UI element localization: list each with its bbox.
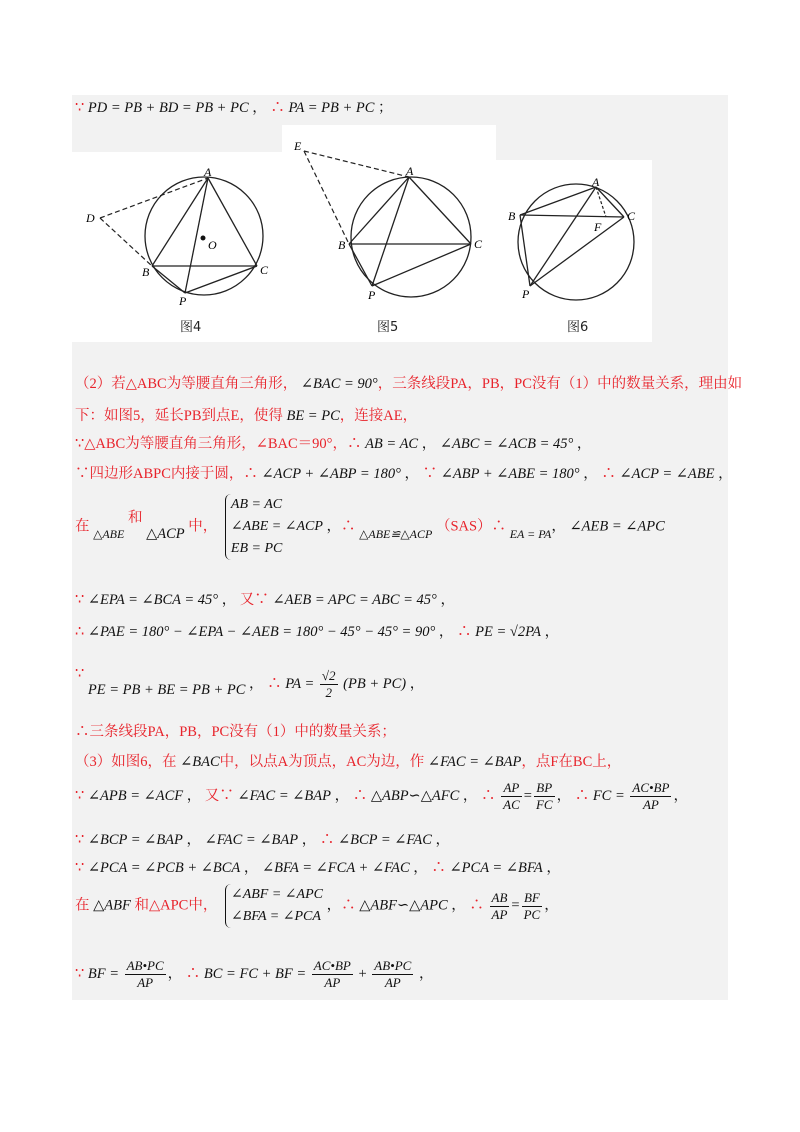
part2-line3: ∵△ABC为等腰直角三角形，∠BAC＝90°，∴ AB = AC ， ∠ABC = ∠ACB = 45° ， [75, 436, 592, 452]
figure-4 [72, 152, 282, 342]
svg-text:P: P [522, 287, 530, 301]
svg-text:E: E [294, 139, 302, 153]
svg-text:O: O [208, 238, 217, 252]
figure-5-label: 图5 [377, 320, 399, 335]
figure-6 [496, 160, 652, 342]
figure-5-drawing [282, 125, 496, 342]
fraction-acbp-ap: $\frac{AC•BP}{AP}$ [632, 780, 670, 812]
fraction-sqrt2-over-2: $\frac{√2}{2}$ [321, 668, 336, 700]
svg-text:B: B [338, 238, 346, 252]
system-brace-1: AB = AC ∠ABE = ∠ACP EB = PC [225, 494, 323, 560]
fraction-acbp-ap-2: $\frac{AC•BP}{AP}$ [313, 958, 351, 990]
part2-line8: ∵ PE = PB + BE = PB + PC ， ∴ PA = $\frac{√2}{2}$ (PB + PC) ， [75, 665, 425, 700]
fraction-abpc-ap-1: $\frac{AB•PC}{AP}$ [126, 958, 164, 990]
fraction-ap-ac: $\frac{AP}{AC}$ [503, 780, 520, 812]
part2-line9: ∴三条线段PA，PB，PC没有（1）中的数量关系； [75, 724, 396, 740]
part2-line7: ∴ ∠PAE = 180° − ∠EPA − ∠AEB = 180° − 45° − 45° = 90° ， ∴ PE = √2PA ， [75, 624, 560, 640]
svg-text:C: C [260, 263, 269, 277]
svg-text:D: D [86, 211, 95, 225]
part3-line2: ∵ ∠APB = ∠ACF ， 又∵ ∠FAC = ∠BAP ， ∴ △ABP∽△AFC ， ∴ $\frac{AP}{AC}$ = $\frac{BP}{FC}$ ， ∴ FC = $\frac{AC•BP}{AP}$ ， [75, 780, 688, 812]
fraction-abpc-ap-2: $\frac{AB•PC}{AP}$ [374, 958, 412, 990]
svg-text:C: C [474, 237, 483, 251]
fraction-bf-pc: $\frac{BF}{PC}$ [523, 889, 541, 922]
figure-6-label: 图6 [567, 320, 589, 335]
system-brace-2: ∠ABF = ∠APC ∠BFA = ∠PCA [225, 884, 323, 928]
svg-text:F: F [594, 220, 602, 234]
top-line: ∵ PD = PB + BD = PB + PC ， ∴ PA = PB + PC ； [75, 100, 393, 116]
part3-line3: ∵ ∠BCP = ∠BAP ， ∠FAC = ∠BAP ， ∴ ∠BCP = ∠FAC ， [75, 832, 451, 848]
part3-line5: 在 △ABF 和△APC中， ∠ABF = ∠APC ∠BFA = ∠PCA ，∴ △ABF∽△APC ， ∴ $\frac{AB}{AP}$ = $\frac{BF}{PC}$ ， [75, 884, 559, 928]
svg-text:A: A [406, 164, 414, 178]
fraction-bp-fc: $\frac{BP}{FC}$ [535, 780, 553, 812]
svg-text:A: A [592, 175, 600, 189]
part2-line1: （2）若△ABC为等腰直角三角形， ∠BAC = 90°，三条线段PA，PB，PC没有（1）中的数量关系，理由如 [75, 376, 743, 392]
figure-5 [282, 125, 496, 342]
part2-line5: 在 $_{\triangle ABE}$ 和 △ACP 中， AB = AC ∠ABE = ∠ACP EB = PC ，∴ $_{\triangle ABE≌\triangle ACP}$ （SAS）∴ $_{EA = PA}$， ∠AEB = ∠APC [75, 494, 665, 560]
part2-line6: ∵ ∠EPA = ∠BCA = 45° ， 又∵ ∠AEB = APC = ABC = 45° ， [75, 592, 455, 608]
svg-text:P: P [368, 288, 376, 302]
figure-6-drawing [496, 160, 652, 342]
figure-4-drawing [72, 152, 282, 342]
fraction-ab-ap: $\frac{AB}{AP}$ [491, 889, 508, 922]
svg-text:P: P [179, 294, 187, 308]
part3-line4: ∵ ∠PCA = ∠PCB + ∠BCA ， ∠BFA = ∠FCA + ∠FAC ， ∴ ∠PCA = ∠BFA ， [75, 860, 561, 876]
part2-line2: 下：如图5，延长PB到点E，使得 BE = PC，连接AE， [75, 408, 418, 424]
svg-text:B: B [508, 209, 516, 223]
svg-text:C: C [627, 209, 636, 223]
part3-line6: ∵ BF = $\frac{AB•PC}{AP}$ ， ∴ BC = FC + BF = $\frac{AC•BP}{AP}$ + $\frac{AB•PC}{AP}$ ， [75, 958, 434, 990]
part2-line4: ∵四边形ABPC内接于圆，∴ ∠ACP + ∠ABP = 180° ， ∵ ∠ABP + ∠ABE = 180° ， ∴ ∠ACP = ∠ABE ， [75, 466, 733, 482]
svg-text:B: B [142, 265, 150, 279]
part3-line1: （3）如图6，在 ∠BAC中，以点A为顶点，AC为边，作 ∠FAC = ∠BAP，点F在BC上， [75, 754, 622, 770]
figure-4-label: 图4 [180, 320, 202, 335]
svg-text:A: A [204, 165, 212, 179]
